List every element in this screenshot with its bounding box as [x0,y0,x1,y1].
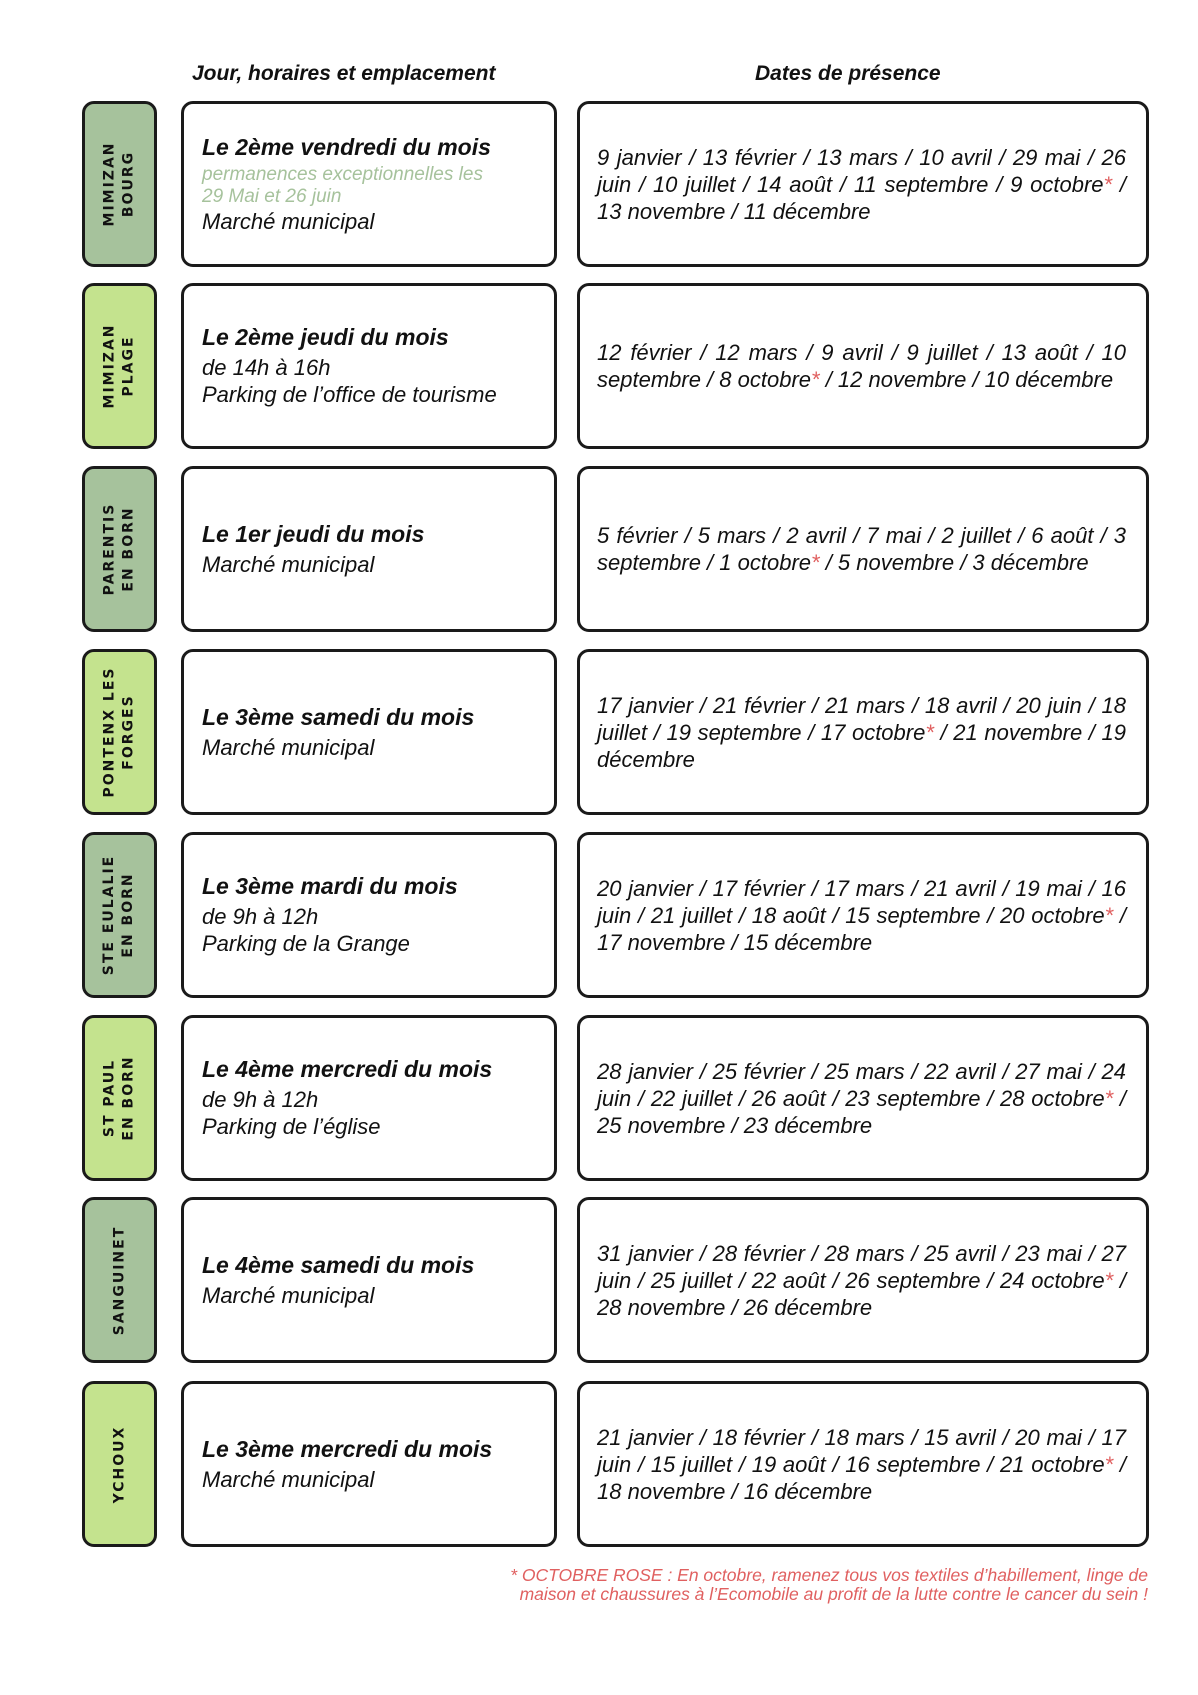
place-tag [82,283,157,449]
octobre-rose-star: * [925,719,934,745]
dates-text: 12 février / 12 mars / 9 avril / 9 juillet / 13 août / 10 septembre / 8 octobre* / 12 novembre / 10 décembre [597,340,1126,392]
octobre-rose-star: * [1104,1451,1114,1477]
schedule-info-box [181,1381,557,1547]
octobre-rose-star: * [1104,1267,1114,1293]
footnote-line: * OCTOBRE ROSE : En octobre, ramenez tous vos textiles d’habillement, linge de [510,1565,1148,1585]
schedule-title: Le 1er jeudi du mois [202,520,425,547]
schedule-title: Le 3ème samedi du mois [202,703,475,730]
place-tag [82,832,157,998]
schedule-info-box [181,1015,557,1181]
place-name-line: PLAGE [120,335,137,397]
place-name-line: FORGES [120,694,137,770]
dates-box [577,1381,1149,1547]
schedule-location: Parking de l’office de tourisme [202,382,497,407]
schedule-hours: de 14h à 16h [202,355,331,380]
place-tag [82,466,157,632]
schedule-title: Le 2ème vendredi du mois [202,133,491,160]
schedule-title: Le 3ème mercredi du mois [202,1435,493,1462]
schedule-title: Le 4ème mercredi du mois [202,1056,493,1082]
dates-box [577,649,1149,815]
dates-box [577,1197,1149,1363]
dates-box [577,1015,1149,1181]
exceptional-note: permanences exceptionnelles les [202,163,483,185]
dates-text: 17 janvier / 21 février / 21 mars / 18 avril / 20 juin / 18 juillet / 19 septembre / 17 octobre* / 21 novembre / 19 décembre [597,692,1126,772]
schedule-info-box [181,466,557,632]
octobre-rose-star: * [811,550,820,575]
schedule-location: Marché municipal [202,551,375,577]
column-header-dates: Dates de présence [755,62,941,85]
dates-text: 20 janvier / 17 février / 17 mars / 21 avril / 19 mai / 16 juin / 21 juillet / 18 août / 15 septembre / 20 octobre* / 17 novembre / 15 décembre [597,875,1126,955]
schedule-location: Parking de l’église [202,1114,381,1139]
place-name-line: ST PAUL [101,1058,118,1138]
place-tag [82,649,157,815]
place-name-line: BOURG [120,150,137,218]
schedule-location: Parking de la Grange [202,931,410,956]
schedule-row-mimizan-bourg [0,101,1198,267]
schedule-row-ste-eulalie-en-born [0,832,1198,998]
schedule-info-box [181,1197,557,1363]
schedule-row-sanguinet [0,1197,1198,1363]
schedule-location: Marché municipal [202,734,375,760]
place-tag [82,1015,157,1181]
schedule-info-box [181,283,557,449]
dates-text: 28 janvier / 25 février / 25 mars / 22 avril / 27 mai / 24 juin / 22 juillet / 26 août / 23 septembre / 28 octobre* / 25 novembre / 23 décembre [597,1058,1126,1138]
schedule-row-pontenx-les-forges [0,649,1198,815]
schedule-location: Marché municipal [202,208,375,234]
column-header-schedule: Jour, horaires et emplacement [192,62,496,85]
place-name-line: STE EULALIE [101,854,118,976]
place-tag [82,101,157,267]
dates-box [577,101,1149,267]
place-name-line: EN BORN [120,1055,137,1141]
octobre-rose-footnote [510,1566,1148,1604]
schedule-info-box [181,832,557,998]
dates-text: 31 janvier / 28 février / 28 mars / 25 avril / 23 mai / 27 juin / 25 juillet / 22 août / 26 septembre / 24 octobre* / 28 novembre / 26 décembre [597,1240,1126,1320]
footnote-line: maison et chaussures à l’Ecomobile au profit de la lutte contre le cancer du sein ! [519,1584,1148,1604]
schedule-row-st-paul-en-born [0,1015,1198,1181]
schedule-title: Le 3ème mardi du mois [202,873,458,899]
place-name-line: YCHOUX [111,1425,128,1503]
octobre-rose-star: * [1104,1085,1114,1111]
place-name-line: MIMIZAN [101,141,118,227]
place-tag [82,1381,157,1547]
schedule-row-mimizan-plage [0,283,1198,449]
place-tag [82,1197,157,1363]
octobre-rose-star: * [1104,902,1114,928]
schedule-hours: de 9h à 12h [202,1087,319,1112]
schedule-title: Le 4ème samedi du mois [202,1251,475,1278]
exceptional-note: 29 Mai et 26 juin [202,185,342,207]
dates-box [577,466,1149,632]
schedule-location: Marché municipal [202,1466,375,1492]
dates-text: 21 janvier / 18 février / 18 mars / 15 avril / 20 mai / 17 juin / 15 juillet / 19 août / 16 septembre / 21 octobre* / 18 novembre / 16 décembre [597,1424,1126,1504]
schedule-title: Le 2ème jeudi du mois [202,324,449,350]
schedule-row-ychoux [0,1381,1198,1547]
schedule-info-box [181,101,557,267]
place-name-line: SANGUINET [111,1225,128,1335]
place-name-line: EN BORN [120,872,137,958]
schedule-location: Marché municipal [202,1282,375,1308]
schedule-hours: de 9h à 12h [202,904,319,929]
dates-box [577,832,1149,998]
octobre-rose-star: * [811,367,820,392]
schedule-info-box [181,649,557,815]
octobre-rose-star: * [1103,171,1113,197]
dates-box [577,283,1149,449]
place-name-line: EN BORN [120,506,137,592]
place-name-line: PONTENX LES [101,666,118,798]
schedule-row-parentis-en-born [0,466,1198,632]
place-name-line: MIMIZAN [101,323,118,409]
place-name-line: PARENTIS [101,502,118,596]
dates-text: 5 février / 5 mars / 2 avril / 7 mai / 2 juillet / 6 août / 3 septembre / 1 octobre* / 5 novembre / 3 décembre [597,523,1126,575]
dates-text: 9 janvier / 13 février / 13 mars / 10 avril / 29 mai / 26 juin / 10 juillet / 14 août / 11 septembre / 9 octobre* / 13 novembre / 11 décembre [597,144,1126,224]
